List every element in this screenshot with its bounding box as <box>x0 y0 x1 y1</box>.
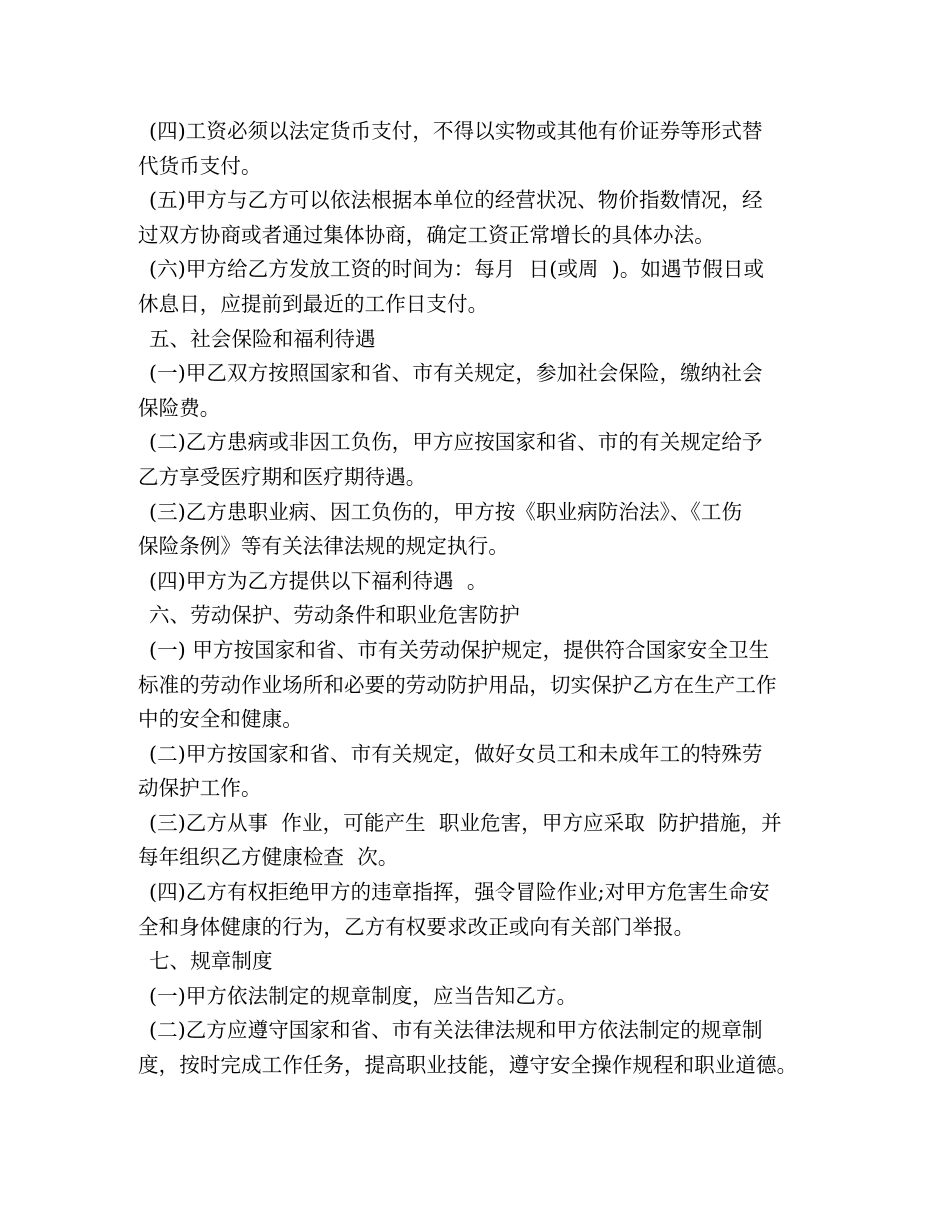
paragraph-line: 乙方享受医疗期和医疗期待遇。 <box>138 464 427 489</box>
paragraph-line: 全和身体健康的行为，乙方有权要求改正或向有关部门举报。 <box>138 914 695 939</box>
paragraph-line: (四)工资必须以法定货币支付，不得以实物或其他有价证券等形式替 <box>149 119 763 143</box>
section-heading: 六、劳动保护、劳动条件和职业危害防护 <box>149 603 520 628</box>
section-heading: 五、社会保险和福利待遇 <box>149 326 376 351</box>
paragraph-line: (二)甲方按国家和省、市有关规定，做好女员工和未成年工的特殊劳 <box>149 741 763 766</box>
paragraph-line: 动保护工作。 <box>138 776 262 801</box>
paragraph-line: 度，按时完成工作任务，提高职业技能，遵守安全操作规程和职业道德。 <box>138 1053 798 1078</box>
paragraph-line: (一)甲方依法制定的规章制度，应当告知乙方。 <box>149 983 578 1008</box>
paragraph-line: 标准的劳动作业场所和必要的劳动防护用品，切实保护乙方在生产工作 <box>138 672 777 697</box>
paragraph-line: (二)乙方患病或非因工负伤，甲方应按国家和省、市的有关规定给予 <box>149 430 763 455</box>
paragraph-line: 保险条例》等有关法律法规的规定执行。 <box>138 534 509 559</box>
paragraph-line: (六)甲方给乙方发放工资的时间为：每月 日(或周 )。如遇节假日或 <box>149 257 765 282</box>
paragraph-line: 保险费。 <box>138 395 221 420</box>
paragraph-line: 中的安全和健康。 <box>138 707 303 732</box>
document-page <box>138 114 828 1083</box>
paragraph-line: (四)乙方有权拒绝甲方的违章指挥，强令冒险作业;对甲方危害生命安 <box>149 880 770 905</box>
paragraph-line: (五)甲方与乙方可以依法根据本单位的经营状况、物价指数情况，经 <box>149 188 763 213</box>
paragraph-line: (四)甲方为乙方提供以下福利待遇 。 <box>149 568 488 593</box>
paragraph-line: (一) 甲方按国家和省、市有关劳动保护规定，提供符合国家安全卫生 <box>149 637 770 662</box>
paragraph-line: (一)甲乙双方按照国家和省、市有关规定，参加社会保险，缴纳社会 <box>149 361 763 386</box>
paragraph-line: (三)乙方患职业病、因工负伤的，甲方按《职业病防治法》、《工伤 <box>149 499 743 524</box>
paragraph-line: (三)乙方从事 作业，可能产生 职业危害，甲方应采取 防护措施，并 <box>149 810 782 835</box>
paragraph-line: 休息日，应提前到最近的工作日支付。 <box>138 291 489 316</box>
paragraph-line: (二)乙方应遵守国家和省、市有关法律法规和甲方依法制定的规章制 <box>149 1018 763 1043</box>
section-heading: 七、规章制度 <box>149 949 273 974</box>
paragraph-line: 过双方协商或者通过集体协商，确定工资正常增长的具体办法。 <box>138 222 715 247</box>
paragraph-line: 每年组织乙方健康检查 次。 <box>138 845 399 870</box>
paragraph-line: 代货币支付。 <box>138 153 262 178</box>
